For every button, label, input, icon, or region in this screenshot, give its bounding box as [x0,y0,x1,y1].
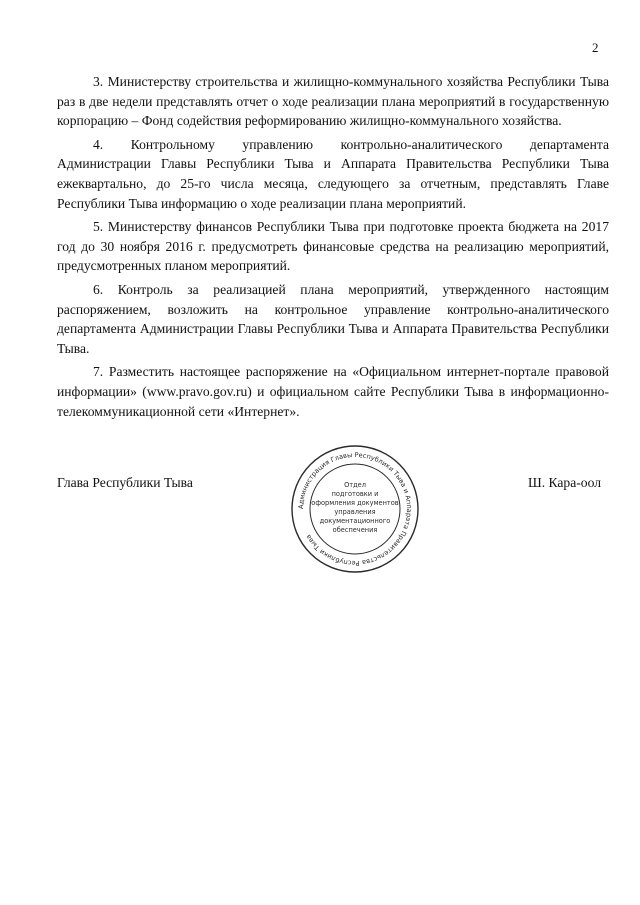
document-body [57,72,609,425]
stamp-line: оформления документов [311,499,399,507]
paragraph-6: 6. Контроль за реализацией плана мероприятий, утвержденного настоящим распоряжением, возложить на контрольное управление контрольно-аналитического департамента Администрации Главы Республики Тыва и Аппарата Правительства Республики Тыва. [57,281,609,356]
stamp-line: документационного [319,517,391,525]
paragraph-4: 4. Контрольному управлению контрольно-аналитического департамента Администрации Главы Республики Тыва и Аппарата Правительства Республики Тыва ежеквартально, до 25-го числа месяца, следующего за отчетным, представлять Главе Республики Тыва информацию о ходе реализации плана мероприятий. [57,136,609,211]
stamp-line: подготовки и [331,490,379,498]
stamp-ring-text: Администрация Главы Республики Тыва и Аппарата Правительства Республики Тыва [296,450,414,568]
stamp-line: Отдел [344,481,366,489]
paragraph-3: 3. Министерству строительства и жилищно-коммунального хозяйства Республики Тыва раз в две недели представлять отчет о ходе реализации плана мероприятий в государственную корпорацию – Фонд содействия реформированию жилищно-коммунального хозяйства. [57,74,609,129]
signature-position: Глава Республики Тыва [57,475,193,490]
official-stamp [289,444,421,574]
paragraph-5: 5. Министерству финансов Республики Тыва при подготовке проекта бюджета на 2017 год до 30 ноября 2016 г. предусмотреть финансовые средства на реализацию мероприятий, предусмотренных планом мероприятий. [57,219,609,274]
paragraph-7: 7. Разместить настоящее распоряжение на «Официальном интернет-портале правовой информации» (www.pravo.gov.ru) и официальном сайте Республики Тыва в информационно-телекоммуникационной сети «Интернет». [57,364,609,419]
stamp-line: управления [334,508,376,516]
signature-name: Ш. Кара-оол [528,475,601,490]
page-number: 2 [592,40,599,55]
stamp-line: обеспечения [332,526,378,534]
